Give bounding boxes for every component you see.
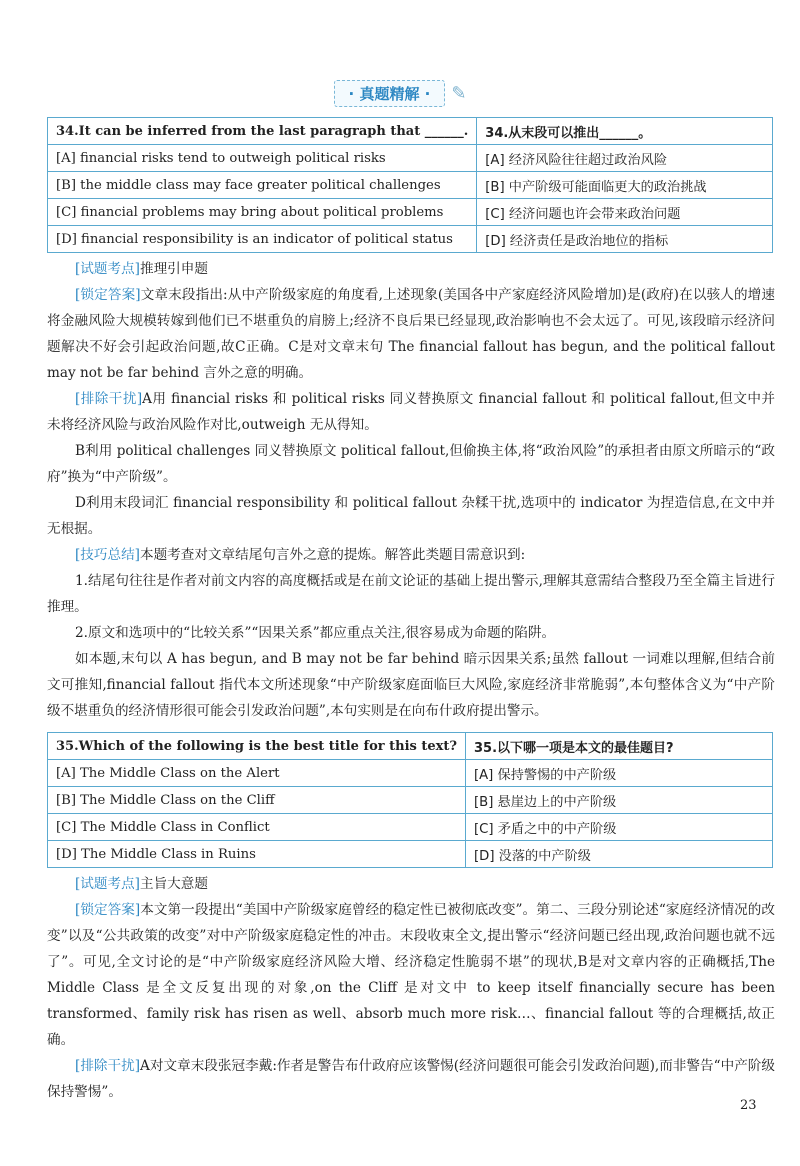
option-a-en: [A] financial risks tend to outweigh political risks [48, 145, 477, 172]
tag-kaodian: [试题考点] [75, 876, 140, 892]
option-b-en: [B] the middle class may face greater political challenges [48, 172, 477, 199]
tag-exclude: [排除干扰] [75, 1058, 141, 1074]
question-34-stem-zh: 34.从末段可以推出______。 [477, 118, 773, 145]
section-title [325, 78, 475, 108]
question-35-table [47, 732, 773, 868]
table-row [48, 841, 773, 868]
section-title-label: · 真题精解 · [334, 80, 446, 107]
exclude-d-text: D利用末段词汇 financial responsibility 和 political fallout 杂糅干扰,选项中的 indicator 为捏造信息,在文中并无根据。 [47, 495, 775, 537]
table-row [48, 172, 773, 199]
table-row [48, 760, 773, 787]
table-header-row [48, 118, 773, 145]
table-row [48, 199, 773, 226]
question-35-analysis [47, 871, 775, 1105]
page-number: 23 [740, 1098, 757, 1113]
option-a-zh: [A] 保持警惕的中产阶级 [466, 760, 773, 787]
option-d-zh: [D] 经济责任是政治地位的指标 [477, 226, 773, 253]
table-row [48, 787, 773, 814]
option-a-en: [A] The Middle Class on the Alert [48, 760, 466, 787]
option-b-en: [B] The Middle Class on the Cliff [48, 787, 466, 814]
table-row [48, 145, 773, 172]
option-b-zh: [B] 悬崖边上的中产阶级 [466, 787, 773, 814]
option-a-zh: [A] 经济风险往往超过政治风险 [477, 145, 773, 172]
question-35-stem-en: 35.Which of the following is the best title for this text? [48, 733, 466, 760]
option-b-zh: [B] 中产阶级可能面临更大的政治挑战 [477, 172, 773, 199]
option-d-en: [D] The Middle Class in Ruins [48, 841, 466, 868]
question-34-table [47, 117, 773, 253]
exclude-b-text: B利用 political challenges 同义替换原文 political fallout,但偷换主体,将“政治风险”的承担者由原文所暗示的“政府”换为“中产阶级”。 [47, 443, 775, 485]
option-c-zh: [C] 矛盾之中的中产阶级 [466, 814, 773, 841]
tag-answer: [锁定答案] [75, 287, 141, 303]
answer-text: 文章末段指出:从中产阶级家庭的角度看,上述现象(美国各中产家庭经济风险增加)是(政府)在以骇人的增速将金融风险大规模转嫁到他们已不堪重负的肩膀上;经济不良后果已经显现,政治影响也不会太远了。可见,该段暗示经济问题解决不好会引起政治问题,故C正确。C是对文章末句 The financial fallout has begun, and the political fallout may not be far behind 言外之意的明确。 [47, 287, 775, 381]
tip-1-text: 1.结尾句往往是作者对前文内容的高度概括或是在前文论证的基础上提出警示,理解其意需结合整段乃至全篇主旨进行推理。 [47, 573, 775, 615]
pencil-icon: ✎ [451, 82, 467, 104]
answer-text: 本文第一段提出“美国中产阶级家庭曾经的稳定性已被彻底改变”。第二、三段分别论述“家庭经济情况的改变”以及“公共政策的改变”对中产阶级家庭稳定性的冲击。末段收束全文,提出警示“经济问题已经出现,政治问题也就不远了”。可见,全文讨论的是“中产阶级家庭经济风险大增、经济稳定性脆弱不堪”的现状,B是对文章内容的正确概括,The Middle Class 是全文反复出现的对象,on the Cliff 是对文中 to keep itself financially secure has been transformed、family risk has risen as well、absorb much more risk…、financial fallout 等的合理概括,故正确。 [47, 902, 775, 1048]
question-35-stem-zh: 35.以下哪一项是本文的最佳题目? [466, 733, 773, 760]
table-header-row [48, 733, 773, 760]
tag-tips: [技巧总结] [75, 547, 140, 563]
option-c-en: [C] financial problems may bring about political problems [48, 199, 477, 226]
question-34-stem-en: 34.It can be inferred from the last paragraph that ______. [48, 118, 477, 145]
tip-3-text: 如本题,末句以 A has begun, and B may not be far behind 暗示因果关系;虽然 fallout 一词难以理解,但结合前文可推知,financial fallout 指代本文所述现象“中产阶级家庭面临巨大风险,家庭经济非常脆弱”,本句整体含义为“中产阶级不堪重负的经济情形很可能会引发政治问题”,本句实则是在向布什政府提出警示。 [47, 651, 775, 719]
tag-kaodian: [试题考点] [75, 261, 140, 277]
option-c-zh: [C] 经济问题也许会带来政治问题 [477, 199, 773, 226]
option-d-en: [D] financial responsibility is an indicator of political status [48, 226, 477, 253]
option-d-zh: [D] 没落的中产阶级 [466, 841, 773, 868]
kaodian-text: 推理引申题 [139, 261, 208, 277]
tag-exclude: [排除干扰] [75, 391, 143, 407]
tag-answer: [锁定答案] [75, 902, 141, 918]
table-row [48, 814, 773, 841]
table-row [48, 226, 773, 253]
exclude-a-text: A用 financial risks 和 political risks 同义替换原文 financial fallout 和 political fallout,但文中并未将经济风险与政治风险作对比,outweigh 无从得知。 [47, 391, 776, 433]
exclude-a-text: A对文章末段张冠李戴:作者是警告布什政府应该警惕(经济问题很可能会引发政治问题),而非警告“中产阶级保持警惕”。 [47, 1058, 775, 1100]
option-c-en: [C] The Middle Class in Conflict [48, 814, 466, 841]
kaodian-text: 主旨大意题 [139, 876, 208, 892]
tip-2-text: 2.原文和选项中的“比较关系”“因果关系”都应重点关注,很容易成为命题的陷阱。 [75, 625, 556, 641]
question-34-analysis [47, 256, 775, 724]
tips-text: 本题考查对文章结尾句言外之意的提炼。解答此类题目需意识到: [139, 547, 526, 563]
